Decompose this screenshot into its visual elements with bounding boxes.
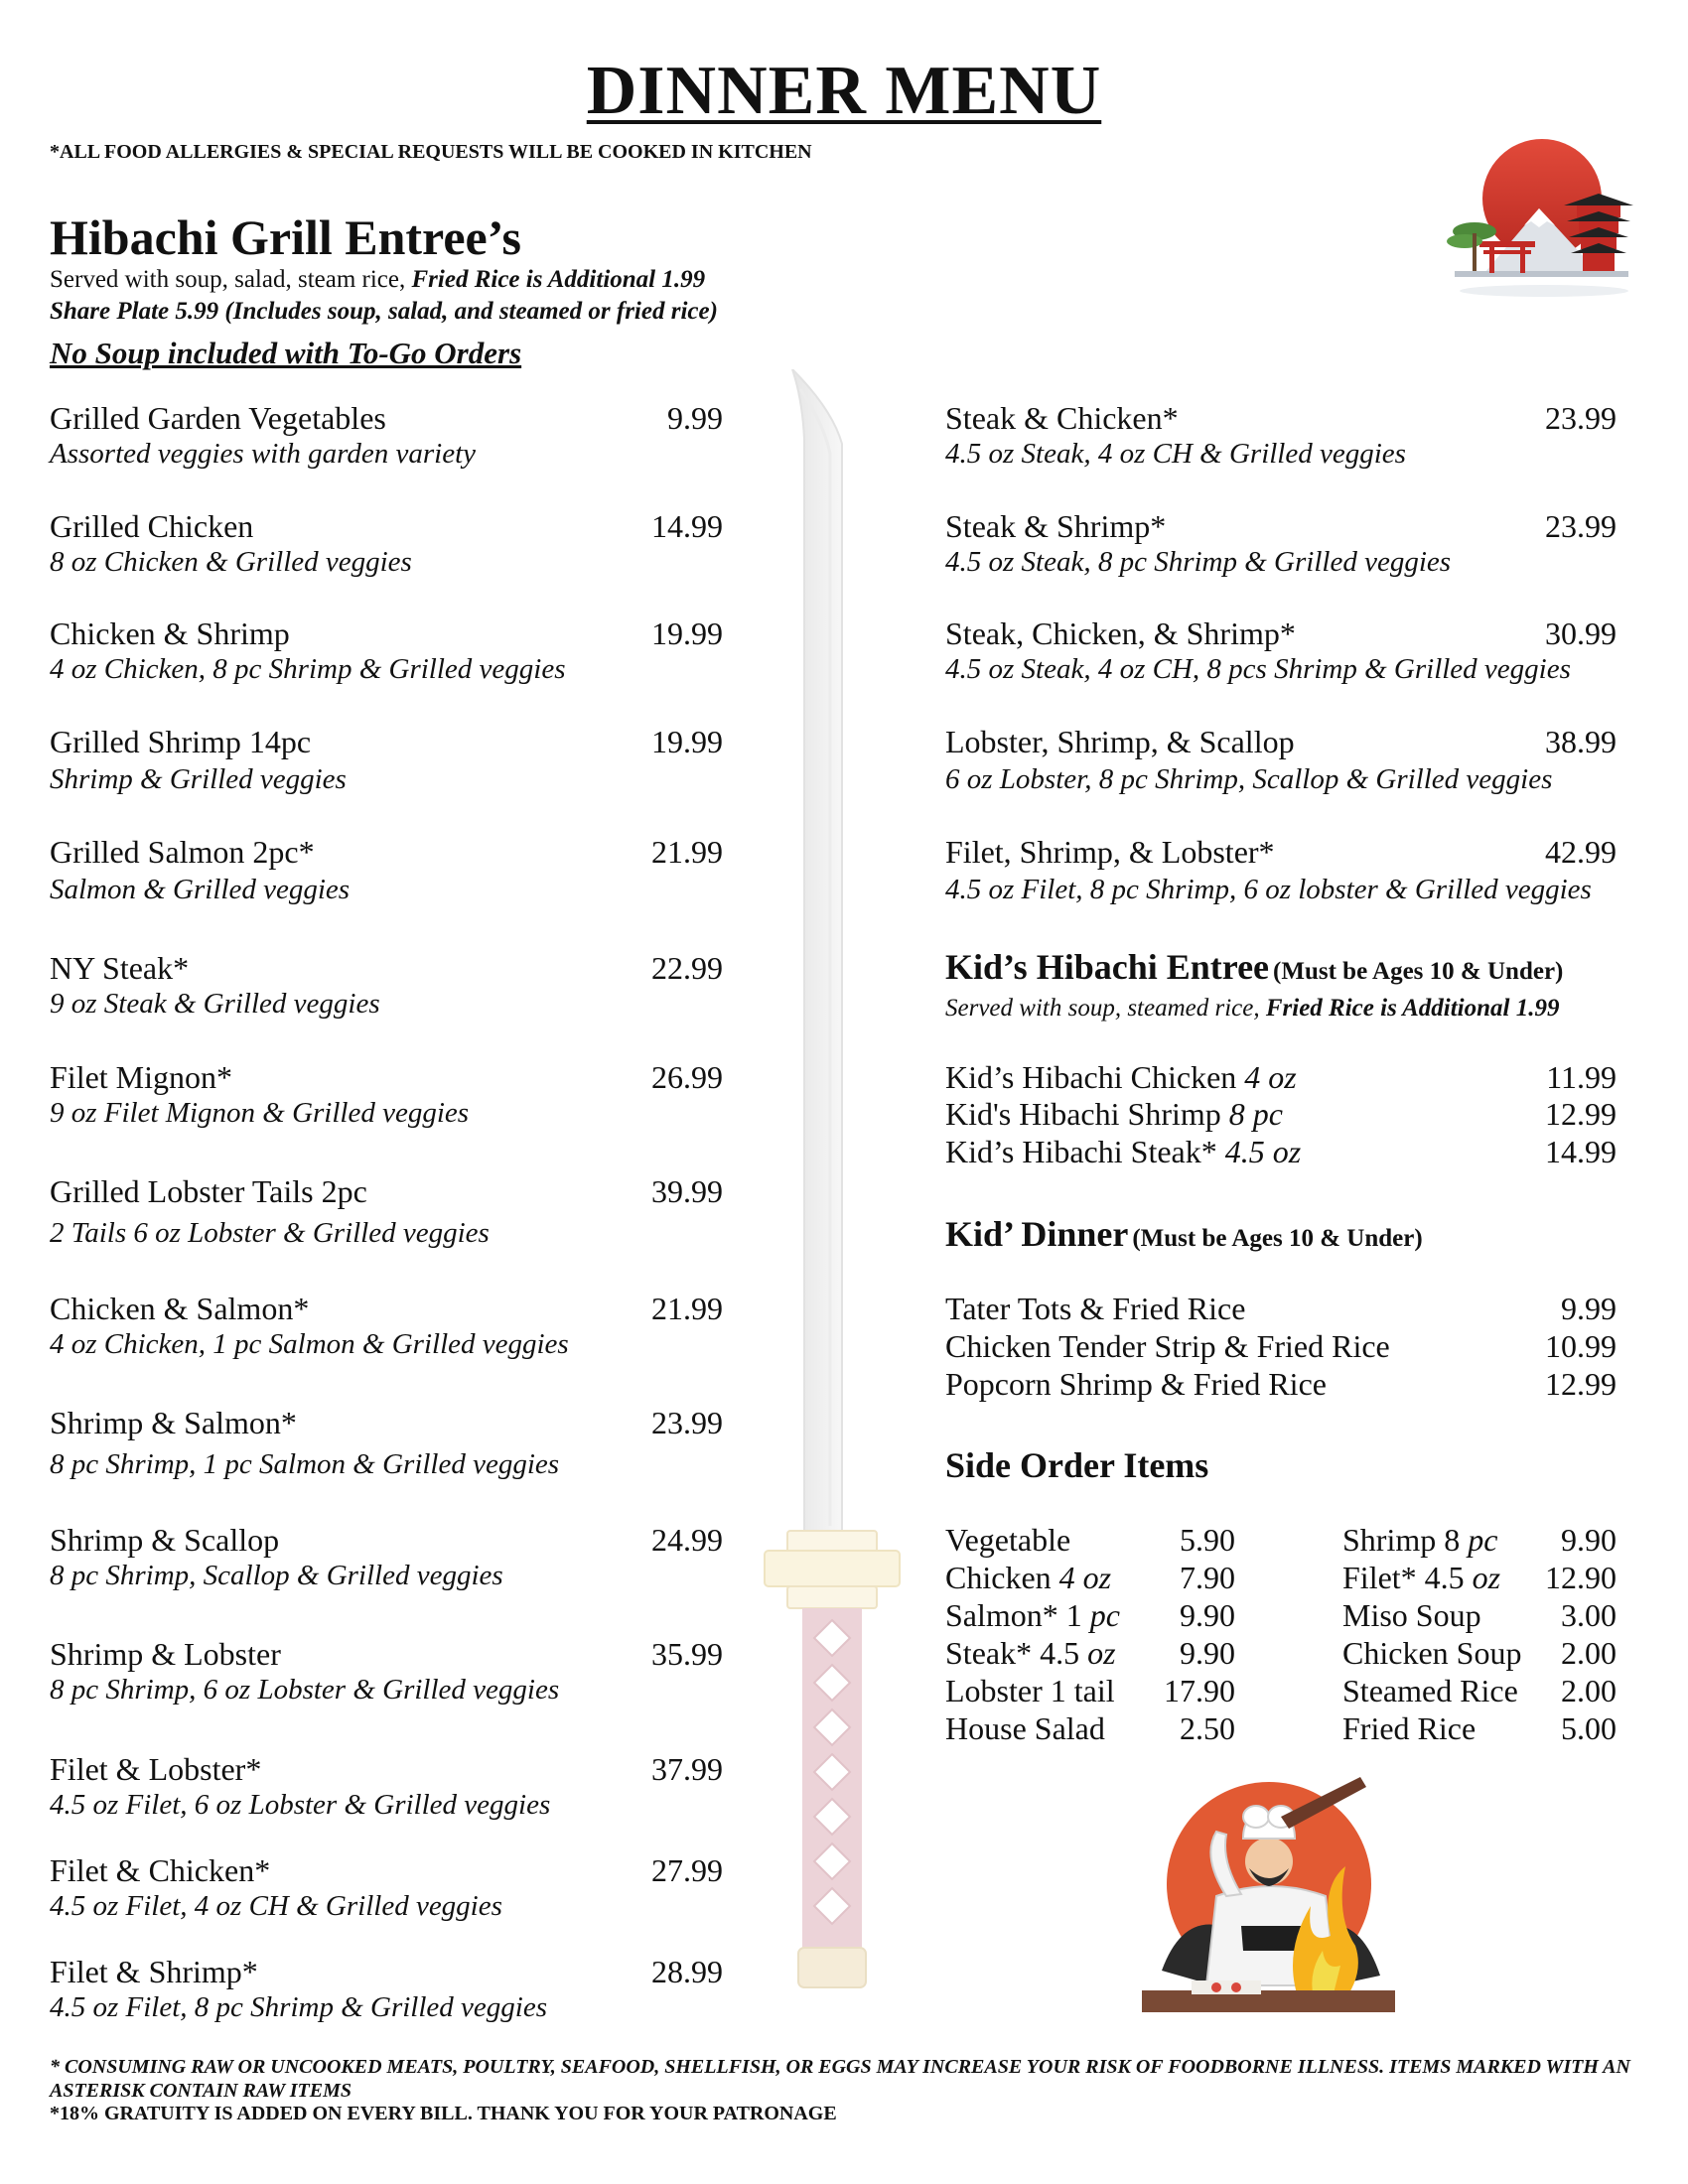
item-price: 37.99: [651, 1751, 723, 1787]
share-plate-note: Share Plate 5.99 (Includes soup, salad, and steamed or fried rice): [50, 298, 718, 325]
hibachi-served-with: [50, 266, 705, 294]
item-name: Filet & Lobster*: [50, 1751, 262, 1787]
item-description: 4.5 oz Steak, 8 pc Shrimp & Grilled veggies: [945, 546, 1452, 578]
item-description: 8 pc Shrimp, 6 oz Lobster & Grilled veggies: [50, 1674, 560, 1706]
item-price: 21.99: [651, 1291, 723, 1326]
item-price: 26.99: [651, 1059, 723, 1095]
item-name: House Salad: [945, 1710, 1105, 1746]
item-price: 11.99: [1546, 1059, 1617, 1095]
item-description: 9 oz Steak & Grilled veggies: [50, 988, 380, 1020]
item-name: Kid’s Hibachi Chicken: [945, 1059, 1237, 1095]
side-item: [1342, 1710, 1617, 1747]
item-name: Shrimp & Lobster: [50, 1636, 281, 1672]
item-description: 4.5 oz Filet, 8 pc Shrimp, 6 oz lobster & Grilled veggies: [945, 874, 1592, 905]
item-price: 9.90: [1180, 1597, 1235, 1633]
item-name: Grilled Garden Vegetables: [50, 400, 386, 436]
kids-hibachi-item: [945, 1096, 1617, 1133]
item-name: Shrimp 8: [1342, 1522, 1461, 1558]
item-description: 8 oz Chicken & Grilled veggies: [50, 546, 412, 578]
item-description: 6 oz Lobster, 8 pc Shrimp, Scallop & Grilled veggies: [945, 763, 1553, 795]
item-name: Filet & Shrimp*: [50, 1954, 258, 1989]
side-orders-heading: [945, 1444, 1208, 1486]
item-price: 23.99: [651, 1405, 723, 1440]
item-price: 9.90: [1180, 1635, 1235, 1671]
item-description: 2 Tails 6 oz Lobster & Grilled veggies: [50, 1217, 490, 1249]
item-size: 4 oz: [1244, 1059, 1297, 1095]
gratuity-note: *18% GRATUITY IS ADDED ON EVERY BILL. THANK YOU FOR YOUR PATRONAGE: [50, 2103, 837, 2124]
katana-watermark: [763, 369, 902, 1997]
item-size: pc: [1468, 1522, 1498, 1558]
kids-hibachi-age-note: (Must be Ages 10 & Under): [1273, 958, 1564, 985]
kids-hibachi-item: [945, 1134, 1617, 1170]
item-description: Assorted veggies with garden variety: [50, 438, 477, 470]
item-name: Chicken & Shrimp: [50, 615, 290, 651]
item-price: 14.99: [1545, 1134, 1617, 1169]
item-name: Shrimp & Salmon*: [50, 1405, 297, 1440]
item-price: 21.99: [651, 834, 723, 870]
side-item: [945, 1597, 1235, 1634]
item-name: Chicken & Salmon*: [50, 1291, 310, 1326]
item-name: Tater Tots & Fried Rice: [945, 1291, 1246, 1326]
item-description: Salmon & Grilled veggies: [50, 874, 351, 905]
item-name: Filet Mignon*: [50, 1059, 233, 1095]
item-price: 12.90: [1545, 1560, 1617, 1595]
kids-dinner-title: Kid’ Dinner: [945, 1214, 1129, 1254]
item-name: Steak & Shrimp*: [945, 508, 1167, 544]
item-name: NY Steak*: [50, 950, 190, 986]
item-description: 8 pc Shrimp, 1 pc Salmon & Grilled veggies: [50, 1448, 560, 1480]
item-price: 28.99: [651, 1954, 723, 1989]
kids-dinner-heading: [945, 1213, 1423, 1255]
item-size: 4 oz: [1058, 1560, 1112, 1595]
item-price: 19.99: [651, 724, 723, 759]
kids-dinner-item: [945, 1291, 1617, 1327]
item-description: 4.5 oz Steak, 4 oz CH, 8 pcs Shrimp & Grilled veggies: [945, 653, 1571, 685]
raw-food-warning: * CONSUMING RAW OR UNCOOKED MEATS, POULTRY, SEAFOOD, SHELLFISH, OR EGGS MAY INCREASE YOUR RISK OF FOODBORNE ILLNESS. ITEMS MARKED WITH AN ASTERISK CONTAIN RAW ITEMS: [50, 2056, 1630, 2102]
item-price: 3.00: [1561, 1597, 1617, 1633]
item-name: Popcorn Shrimp & Fried Rice: [945, 1366, 1327, 1402]
item-description: 4 oz Chicken, 8 pc Shrimp & Grilled veggies: [50, 653, 566, 685]
kids-hibachi-item: [945, 1059, 1617, 1096]
kids-dinner-item: [945, 1366, 1617, 1403]
item-price: 27.99: [651, 1852, 723, 1888]
item-name: Miso Soup: [1342, 1597, 1481, 1633]
item-description: 8 pc Shrimp, Scallop & Grilled veggies: [50, 1560, 503, 1591]
item-description: Shrimp & Grilled veggies: [50, 763, 347, 795]
item-name: Chicken: [945, 1560, 1052, 1595]
item-size: pc: [1089, 1597, 1120, 1633]
item-name: Steak, Chicken, & Shrimp*: [945, 615, 1296, 651]
item-price: 42.99: [1545, 834, 1617, 870]
side-item: [945, 1635, 1235, 1672]
item-price: 35.99: [651, 1636, 723, 1672]
item-name: Steak & Chicken*: [945, 400, 1179, 436]
side-item: [945, 1673, 1235, 1709]
allergy-note: *ALL FOOD ALLERGIES & SPECIAL REQUESTS WILL BE COOKED IN KITCHEN: [50, 141, 812, 163]
item-name: Filet* 4.5: [1342, 1560, 1465, 1595]
item-price: 14.99: [651, 508, 723, 544]
item-description: 4.5 oz Filet, 6 oz Lobster & Grilled veggies: [50, 1789, 551, 1821]
item-price: 24.99: [651, 1522, 723, 1558]
side-orders-title: Side Order Items: [945, 1445, 1209, 1485]
item-description: 9 oz Filet Mignon & Grilled veggies: [50, 1097, 470, 1129]
item-size: 8 pc: [1228, 1096, 1283, 1132]
item-description: 4.5 oz Filet, 8 pc Shrimp & Grilled veggies: [50, 1991, 547, 2023]
item-name: Steamed Rice: [1342, 1673, 1518, 1708]
item-price: 12.99: [1545, 1366, 1617, 1402]
kids-hibachi-heading: [945, 946, 1563, 988]
item-price: 39.99: [651, 1173, 723, 1209]
togo-note: No Soup included with To-Go Orders: [50, 336, 522, 370]
side-item: [945, 1560, 1235, 1596]
kids-served-with-text: Served with soup, steamed rice,: [945, 995, 1266, 1022]
item-name: Kid's Hibachi Shrimp: [945, 1096, 1221, 1132]
item-price: 38.99: [1545, 724, 1617, 759]
side-item: [1342, 1560, 1617, 1596]
item-price: 23.99: [1545, 508, 1617, 544]
hibachi-chef-illustration: [1132, 1777, 1410, 2015]
page-title: DINNER MENU: [586, 53, 1102, 129]
item-price: 2.00: [1561, 1673, 1617, 1708]
item-size: oz: [1472, 1560, 1501, 1595]
item-description: 4.5 oz Steak, 4 oz CH & Grilled veggies: [945, 438, 1406, 470]
item-size: oz: [1087, 1635, 1116, 1671]
item-price: 30.99: [1545, 615, 1617, 651]
kids-dinner-age-note: (Must be Ages 10 & Under): [1132, 1225, 1423, 1252]
item-price: 5.00: [1561, 1710, 1617, 1746]
pagoda-logo: [1440, 124, 1638, 308]
kids-dinner-item: [945, 1328, 1617, 1365]
side-item: [1342, 1673, 1617, 1709]
side-item: [945, 1710, 1235, 1747]
item-name: Fried Rice: [1342, 1710, 1477, 1746]
item-name: Steak* 4.5: [945, 1635, 1080, 1671]
item-name: Salmon* 1: [945, 1597, 1082, 1633]
item-name: Vegetable: [945, 1522, 1071, 1558]
item-name: Filet, Shrimp, & Lobster*: [945, 834, 1275, 870]
item-price: 9.99: [1561, 1291, 1617, 1326]
side-item: [1342, 1597, 1617, 1634]
item-name: Lobster 1 tail: [945, 1673, 1115, 1708]
fried-rice-additional: Fried Rice is Additional 1.99: [411, 266, 706, 293]
item-size: 4.5 oz: [1224, 1134, 1302, 1169]
kids-fried-rice-additional: Fried Rice is Additional 1.99: [1265, 995, 1560, 1022]
side-item: [945, 1522, 1235, 1559]
item-price: 2.50: [1180, 1710, 1235, 1746]
item-price: 10.99: [1545, 1328, 1617, 1364]
item-price: 7.90: [1180, 1560, 1235, 1595]
item-price: 12.99: [1545, 1096, 1617, 1132]
served-with-text: Served with soup, salad, steam rice,: [50, 266, 412, 293]
item-name: Lobster, Shrimp, & Scallop: [945, 724, 1295, 759]
item-description: 4.5 oz Filet, 4 oz CH & Grilled veggies: [50, 1890, 502, 1922]
side-item: [1342, 1522, 1617, 1559]
item-name: Grilled Lobster Tails 2pc: [50, 1173, 367, 1209]
item-price: 9.90: [1561, 1522, 1617, 1558]
item-name: Chicken Soup: [1342, 1635, 1522, 1671]
item-price: 2.00: [1561, 1635, 1617, 1671]
item-name: Kid’s Hibachi Steak*: [945, 1134, 1217, 1169]
item-price: 19.99: [651, 615, 723, 651]
hibachi-section-title: Hibachi Grill Entree’s: [50, 209, 521, 265]
item-description: 4 oz Chicken, 1 pc Salmon & Grilled veggies: [50, 1328, 569, 1360]
item-price: 23.99: [1545, 400, 1617, 436]
side-item: [1342, 1635, 1617, 1672]
item-price: 22.99: [651, 950, 723, 986]
kids-hibachi-served-with: [945, 995, 1559, 1023]
item-price: 5.90: [1180, 1522, 1235, 1558]
item-price: 9.99: [667, 400, 723, 436]
item-name: Chicken Tender Strip & Fried Rice: [945, 1328, 1390, 1364]
item-name: Grilled Chicken: [50, 508, 254, 544]
item-price: 17.90: [1164, 1673, 1235, 1708]
item-name: Filet & Chicken*: [50, 1852, 271, 1888]
kids-hibachi-title: Kid’s Hibachi Entree: [945, 947, 1270, 987]
item-name: Shrimp & Scallop: [50, 1522, 280, 1558]
item-name: Grilled Shrimp 14pc: [50, 724, 312, 759]
item-name: Grilled Salmon 2pc*: [50, 834, 315, 870]
